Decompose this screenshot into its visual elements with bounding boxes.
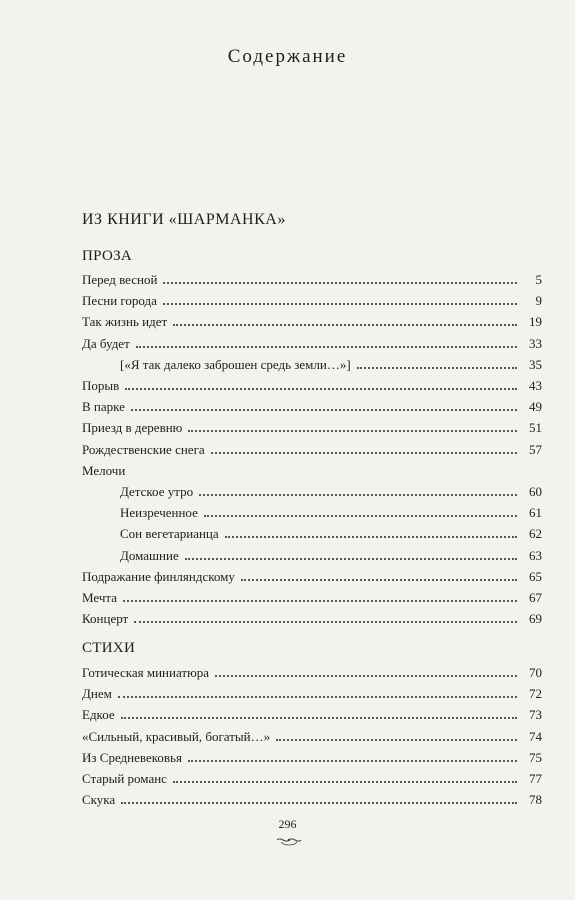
toc-entry-page: 63 bbox=[529, 547, 542, 563]
toc-entry-page: 78 bbox=[529, 792, 542, 808]
toc-entry-page: 67 bbox=[529, 590, 542, 605]
toc-entry bbox=[82, 267, 542, 288]
dot-leader bbox=[276, 739, 517, 741]
toc-entry bbox=[82, 331, 542, 352]
dot-leader bbox=[131, 409, 517, 411]
toc-entry bbox=[82, 724, 542, 745]
toc-entry-page: 33 bbox=[529, 335, 542, 351]
dot-leader bbox=[125, 388, 517, 390]
toc-entry-title: Старый романс bbox=[82, 771, 167, 786]
toc-entry-title: Приезд в деревню bbox=[82, 420, 183, 436]
toc-entry-page: 72 bbox=[529, 686, 542, 702]
toc-entry-title: Днем bbox=[82, 686, 112, 702]
page-number: 296 bbox=[278, 817, 297, 831]
toc-entry-page: 43 bbox=[529, 378, 542, 393]
dot-leader bbox=[185, 558, 517, 560]
toc-entry-page: 49 bbox=[529, 399, 542, 415]
toc-entry-page: 73 bbox=[529, 707, 542, 723]
toc-entry-page: 75 bbox=[529, 749, 542, 765]
section-heading-poems: СТИХИ bbox=[82, 640, 136, 656]
toc-entry-title: Едкое bbox=[82, 707, 115, 723]
toc-entry-title: Так жизнь идет bbox=[82, 314, 168, 330]
toc-entry-title: Мечта bbox=[82, 590, 117, 605]
toc-entry-page: 5 bbox=[535, 272, 542, 287]
toc-entry bbox=[82, 745, 542, 766]
page-title: Содержание bbox=[227, 46, 348, 67]
toc-entry-page: 65 bbox=[529, 568, 542, 584]
dot-leader bbox=[357, 367, 517, 369]
dot-leader bbox=[215, 675, 517, 677]
toc-entry-title: Подражание финляндскому bbox=[82, 568, 235, 584]
dot-leader bbox=[118, 696, 517, 698]
toc-entry bbox=[82, 681, 542, 702]
toc-entry bbox=[82, 766, 542, 787]
dot-leader bbox=[163, 282, 517, 284]
toc-entry bbox=[120, 543, 542, 564]
dot-leader bbox=[136, 346, 517, 348]
toc-entry-title: Неизреченное bbox=[120, 505, 198, 521]
dot-leader bbox=[188, 760, 517, 762]
toc-entry-title: Порыв bbox=[82, 378, 120, 393]
toc-entry bbox=[82, 309, 542, 330]
dot-leader bbox=[121, 802, 517, 804]
toc-entry-page: 69 bbox=[529, 611, 542, 627]
toc-entry-page: 57 bbox=[529, 441, 542, 457]
vine-ornament-icon bbox=[275, 835, 303, 847]
dot-leader bbox=[163, 303, 517, 305]
toc-entry-page: 19 bbox=[529, 314, 542, 330]
toc-entry-page: 60 bbox=[529, 484, 542, 499]
toc-entry bbox=[82, 415, 542, 436]
toc-entry bbox=[82, 437, 542, 458]
toc-entry bbox=[82, 458, 542, 479]
toc-entry bbox=[82, 394, 542, 415]
dot-leader bbox=[188, 430, 517, 432]
toc-entry-title: Сон вегетарианца bbox=[120, 526, 219, 542]
toc-entry-page: 77 bbox=[529, 771, 542, 786]
toc-entry bbox=[82, 585, 542, 606]
dot-leader bbox=[173, 324, 517, 326]
toc-entry-page: 62 bbox=[529, 526, 542, 542]
toc-entry bbox=[82, 373, 542, 394]
toc-entry-page: 74 bbox=[529, 728, 542, 744]
dot-leader bbox=[241, 579, 517, 581]
toc-entry-title: Из Средневековья bbox=[82, 749, 182, 765]
toc-entry-title: Скука bbox=[82, 792, 116, 808]
dot-leader bbox=[134, 621, 517, 623]
toc-entry-page: 35 bbox=[529, 356, 542, 372]
toc-entry bbox=[82, 288, 542, 309]
toc-entry-title: В парке bbox=[82, 399, 125, 415]
dot-leader bbox=[204, 515, 517, 517]
toc-entry-title: Песни города bbox=[82, 293, 157, 309]
toc-entry-title: Мелочи bbox=[82, 462, 126, 478]
dot-leader bbox=[211, 452, 517, 454]
book-heading: ИЗ КНИГИ «ШАРМАНКА» bbox=[82, 211, 286, 228]
toc-entry-title: [«Я так далеко заброшен средь земли…»] bbox=[120, 356, 351, 372]
toc-entry-title: Да будет bbox=[82, 335, 130, 351]
toc-entry-page: 61 bbox=[529, 505, 542, 521]
toc-entry bbox=[82, 606, 542, 627]
toc-entry bbox=[82, 660, 542, 681]
toc-entry-page: 9 bbox=[535, 293, 542, 309]
toc-entry bbox=[82, 787, 542, 808]
toc-entry-title: Перед весной bbox=[82, 272, 158, 287]
dot-leader bbox=[199, 494, 517, 496]
toc-entry-page: 51 bbox=[529, 420, 542, 436]
toc-entry-title: Детское утро bbox=[120, 484, 194, 499]
toc-entry-page: 70 bbox=[529, 665, 542, 680]
toc-entry-title: «Сильный, красивый, богатый…» bbox=[82, 728, 271, 744]
toc-entry bbox=[120, 479, 542, 500]
toc-entry bbox=[120, 521, 542, 542]
dot-leader bbox=[123, 600, 517, 602]
dot-leader bbox=[173, 781, 517, 783]
toc-entry-title: Готическая миниатюра bbox=[82, 665, 210, 680]
dot-leader bbox=[121, 717, 517, 719]
section-heading-prose: ПРОЗА bbox=[82, 248, 133, 264]
toc-entry bbox=[120, 500, 542, 521]
toc-entry bbox=[82, 702, 542, 723]
toc-entry-title: Концерт bbox=[82, 611, 129, 627]
toc-entry bbox=[82, 564, 542, 585]
dot-leader bbox=[225, 536, 517, 538]
toc-entry-title: Домашние bbox=[120, 547, 179, 563]
toc-entry bbox=[120, 352, 542, 373]
toc-entry-title: Рождественские снега bbox=[82, 441, 205, 457]
